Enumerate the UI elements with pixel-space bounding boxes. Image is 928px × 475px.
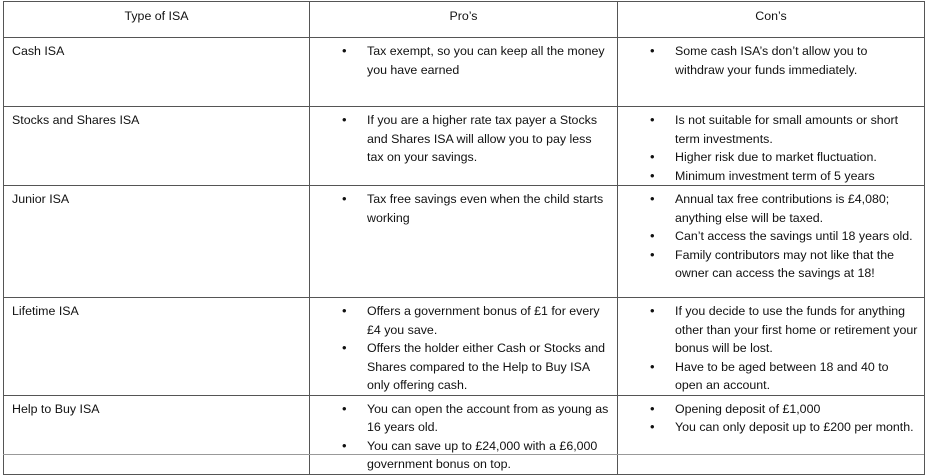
pros-cell	[310, 107, 618, 186]
list-item: • Is not suitable for small amounts or short term investments.	[618, 111, 918, 148]
isa-type-cell: Cash ISA	[4, 38, 310, 107]
pros-cell	[310, 186, 618, 298]
list-item: • Higher risk due to market fluctuation.	[618, 148, 918, 167]
cons-cell	[618, 395, 925, 474]
table-row	[4, 186, 925, 298]
list-item: • Family contributors may not like that the owner can access the savings at 18!	[618, 246, 918, 283]
table-row	[4, 395, 925, 474]
list-item: • You can only deposit up to £200 per month.	[618, 418, 918, 437]
cons-cell	[618, 186, 925, 298]
isa-type-cell: Stocks and Shares ISA	[4, 107, 310, 186]
cons-cell	[618, 107, 925, 186]
cons-cell	[618, 298, 925, 396]
list-item: • Tax free savings even when the child starts working	[310, 190, 611, 227]
isa-type-cell: Lifetime ISA	[4, 298, 310, 396]
list-item: • If you decide to use the funds for anything other than your first home or retirement your bonus will be lost.	[618, 302, 918, 358]
isa-comparison-table	[3, 1, 925, 475]
list-item: • You can save up to £24,000 with a £6,000 government bonus on top.	[310, 437, 611, 474]
pros-cell	[310, 38, 618, 107]
header-row	[4, 2, 925, 38]
list-item: • Offers a government bonus of £1 for every £4 you save.	[310, 302, 611, 339]
list-item: • Opening deposit of £1,000	[618, 400, 918, 419]
list-item: • Minimum investment term of 5 years	[618, 167, 918, 186]
list-item: • Annual tax free contributions is £4,080; anything else will be taxed.	[618, 190, 918, 227]
pros-cell	[310, 298, 618, 396]
list-item: • Offers the holder either Cash or Stocks and Shares compared to the Help to Buy ISA only offering cash.	[310, 339, 611, 395]
isa-type-cell: Help to Buy ISA	[4, 395, 310, 474]
header-type: Type of ISA	[4, 2, 310, 38]
list-item: • Can’t access the savings until 18 years old.	[618, 227, 918, 246]
table-row	[4, 107, 925, 186]
list-item: • Have to be aged between 18 and 40 to open an account.	[618, 358, 918, 395]
list-item: • If you are a higher rate tax payer a Stocks and Shares ISA will allow you to pay less tax on your savings.	[310, 111, 611, 167]
pros-cell	[310, 395, 618, 474]
table-row	[4, 298, 925, 396]
table-row	[4, 38, 925, 107]
list-item: • Some cash ISA’s don’t allow you to withdraw your funds immediately.	[618, 42, 918, 79]
page-divider	[3, 454, 924, 455]
header-pros: Pro’s	[310, 2, 618, 38]
list-item: • You can open the account from as young as 16 years old.	[310, 400, 611, 437]
list-item: • Tax exempt, so you can keep all the money you have earned	[310, 42, 611, 79]
header-cons: Con’s	[618, 2, 925, 38]
isa-type-cell: Junior ISA	[4, 186, 310, 298]
cons-cell	[618, 38, 925, 107]
